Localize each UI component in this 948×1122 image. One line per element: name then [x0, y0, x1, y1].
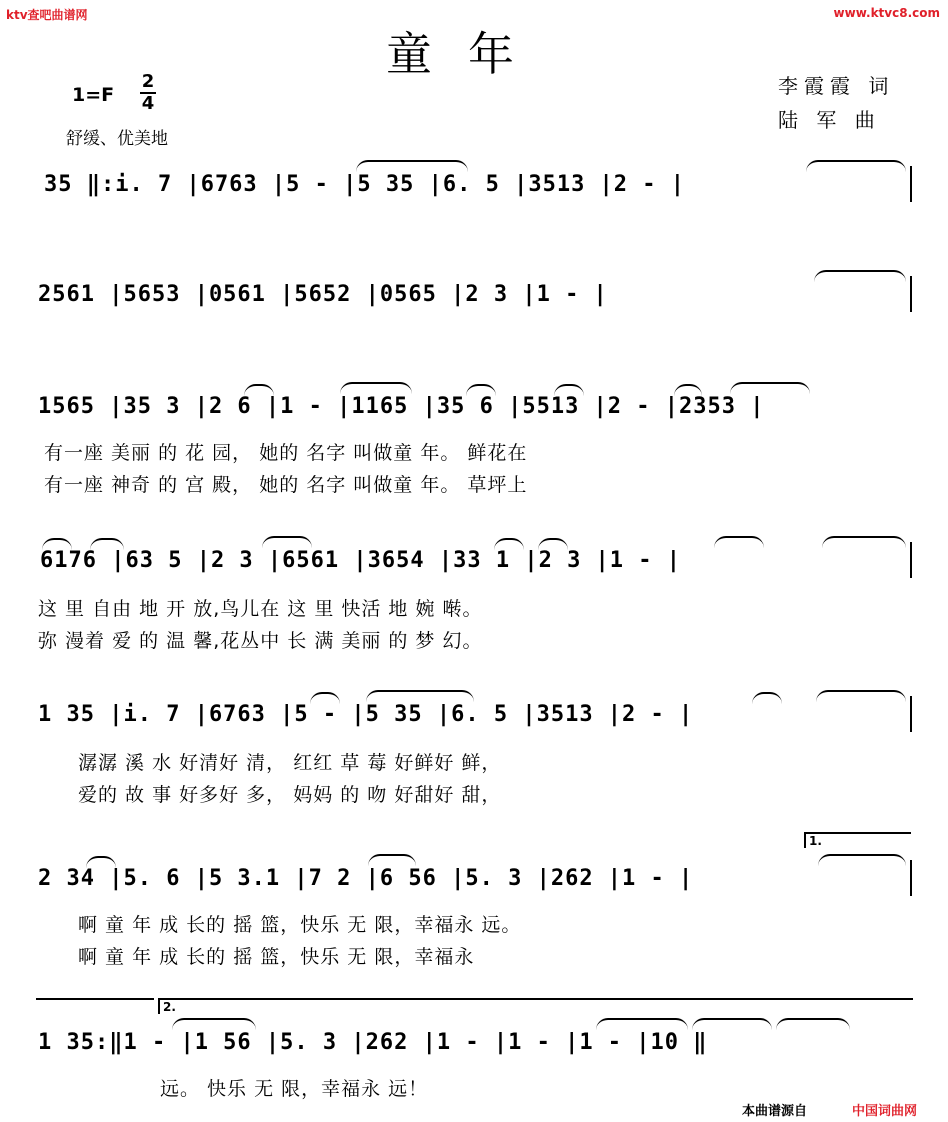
slur — [816, 690, 906, 702]
footer-site-name: 中国词曲网 — [852, 1104, 918, 1119]
notation-line-7: 1 35:‖1 - |1 56 |5. 3 |262 |1 - |1 - |1 - |10 ‖ — [38, 1030, 708, 1055]
lyric-line-6-verse-1: 啊 童 年 成 长的 摇 篮，快乐 无 限，幸福永 远。 — [78, 914, 522, 936]
lyric-line-4-verse-1: 这 里 自由 地 开 放,鸟儿在 这 里 快活 地 婉 啭。 — [38, 598, 483, 620]
notation-line-1: 35 ‖:i. 7 |6763 |5 - |5 35 |6. 5 |3513 |2 - | — [44, 172, 686, 197]
slur — [366, 690, 474, 702]
slur — [814, 270, 906, 282]
time-signature-bottom: 4 — [141, 93, 155, 114]
score-line-2 — [0, 270, 948, 320]
score-line-1 — [0, 160, 948, 210]
slur — [674, 384, 702, 396]
slur — [538, 538, 568, 550]
score-line-3 — [0, 382, 948, 496]
tempo-marking: 舒缓、优美地 — [66, 129, 168, 149]
lyric-line-5-verse-2: 爱的 故 事 好多好 多， 妈妈 的 吻 好甜好 甜， — [78, 784, 502, 806]
slur — [90, 538, 124, 550]
bar-line — [910, 166, 912, 202]
score-line-6 — [0, 832, 948, 972]
notation-line-2: 2561 |5653 |0561 |5652 |0565 |2 3 |1 - | — [38, 282, 608, 307]
slur — [596, 1018, 688, 1030]
bar-line — [910, 276, 912, 312]
notation-line-5: 1 35 |i. 7 |6763 |5 - |5 35 |6. 5 |3513 |2 - | — [38, 702, 694, 727]
slur — [86, 856, 116, 868]
lyric-line-7: 远。 快乐 无 限，幸福永 远！ — [160, 1078, 429, 1100]
slur — [466, 384, 496, 396]
slur — [714, 536, 764, 548]
slur — [368, 854, 416, 866]
key-signature: 1=F — [72, 84, 115, 106]
composer-credit: 陆 军 曲 — [778, 108, 881, 132]
slur — [822, 536, 906, 548]
slur — [262, 536, 312, 548]
slur — [776, 1018, 850, 1030]
lyric-line-5-verse-1: 潺潺 溪 水 好清好 清， 红红 草 莓 好鲜好 鲜， — [78, 752, 502, 774]
score-line-5 — [0, 690, 948, 806]
slur — [730, 382, 810, 394]
lyricist-credit: 李霞霞 词 — [778, 74, 895, 98]
notation-line-6: 2 34 |5. 6 |5 3.1 |7 2 |6 56 |5. 3 |262 |1 - | — [38, 866, 694, 891]
slur — [554, 384, 584, 396]
slur — [494, 538, 524, 550]
slur — [172, 1018, 256, 1030]
bar-line — [910, 696, 912, 732]
slur — [244, 384, 274, 396]
lyric-line-3-verse-2: 有一座 神奇 的 宫 殿， 她的 名字 叫做童 年。 草坪上 — [44, 474, 528, 496]
footer-source-label: 本曲谱源自 — [742, 1104, 808, 1119]
slur — [692, 1018, 772, 1030]
lyric-line-6-verse-2: 啊 童 年 成 长的 摇 篮，快乐 无 限，幸福永 — [78, 946, 475, 968]
watermark-top-left: ktv查吧曲谱网 — [6, 8, 88, 22]
slur — [42, 538, 72, 550]
lyric-line-4-verse-2: 弥 漫着 爱 的 温 馨,花丛中 长 满 美丽 的 梦 幻。 — [38, 630, 483, 652]
lyric-line-3-verse-1: 有一座 美丽 的 花 园， 她的 名字 叫做童 年。 鲜花在 — [44, 442, 528, 464]
time-signature — [140, 72, 156, 114]
first-ending-continuation — [36, 998, 154, 1000]
notation-line-3: 1565 |35 3 |2 6 |1 - |1165 |35 6 |5513 |2 - |2353 | — [38, 394, 765, 419]
time-signature-top: 2 — [141, 71, 155, 92]
volta-bracket-second-ending: 2. — [158, 998, 913, 1014]
slur — [806, 160, 906, 172]
song-title: 童年 — [386, 27, 550, 81]
bar-line — [910, 860, 912, 896]
score-line-7 — [0, 996, 948, 1106]
bar-line — [910, 542, 912, 578]
score-line-4 — [0, 536, 948, 652]
slur — [340, 382, 412, 394]
volta-bracket-first-ending: 1. — [804, 832, 911, 848]
slur — [752, 692, 782, 704]
slur — [356, 160, 468, 172]
watermark-top-right: www.ktvc8.com — [833, 6, 940, 20]
slur — [310, 692, 340, 704]
notation-line-4: 6176 |63 5 |2 3 |6561 |3654 |33 1 |2 3 |1 - | — [40, 548, 682, 573]
slur — [818, 854, 906, 866]
